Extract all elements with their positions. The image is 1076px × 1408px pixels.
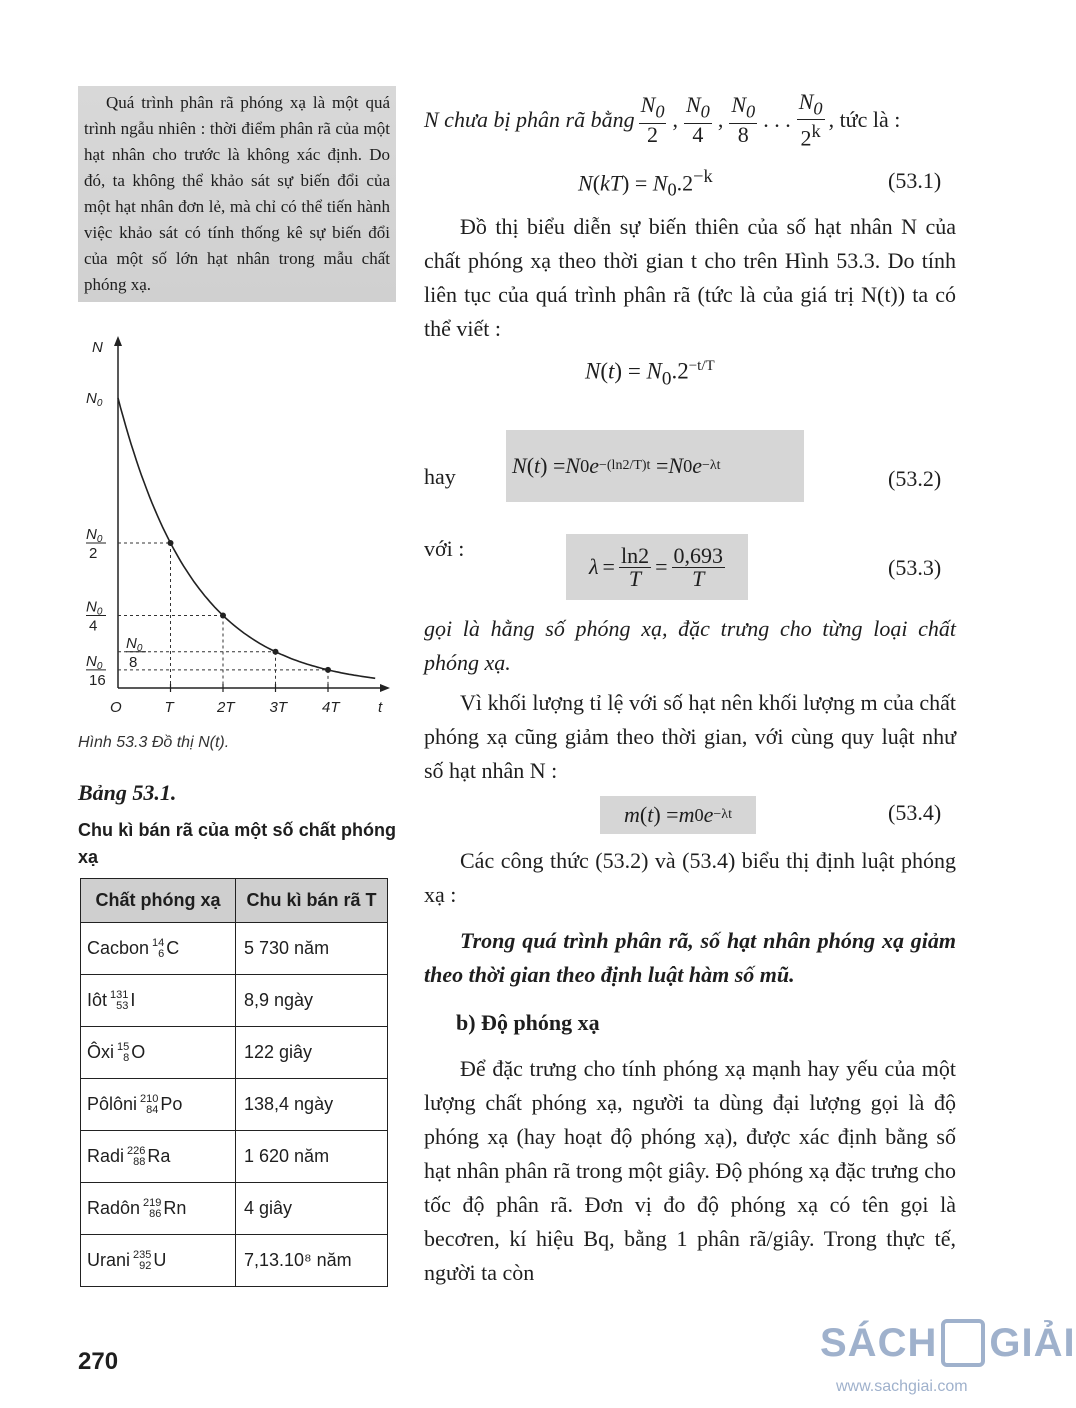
x-tick-label: T [164, 699, 174, 716]
origin-label: O [110, 699, 122, 716]
y-tick-label: $N_0$ [86, 598, 103, 618]
substance-cell: Radôn 219 86 Rn [81, 1183, 236, 1235]
y-tick-den: 2 [89, 545, 98, 562]
para3: Vì khối lượng tỉ lệ với số hạt nên khối lượng m của chất phóng xạ cũng giảm theo thời gian, với cùng quy luật như số hạt nhân N : [424, 690, 956, 783]
equation-nt: $N(t) = N_0.2^{-t/T}$ [585, 358, 715, 390]
watermark-left: SÁCH [820, 1320, 938, 1365]
y-tick-label: $N_0$ [86, 652, 103, 672]
voi-label: với : [424, 536, 465, 561]
equation-53-1-number: (53.1) [888, 168, 942, 193]
half-life-cell: 5 730 năm [236, 923, 388, 975]
decay-graph [78, 330, 398, 720]
note-text: Quá trình phân rã phóng xạ là một quá trình ngẫu nhiên : thời điểm phân rã của một hạt nhân cho trước là không xác định. Do đó, ta không thể khảo sát sự biến đổi của một hạt nhân đơn lẻ, mà chỉ có thể tiến hành việc khảo sát có tính thống kê sự biến đổi của một số lớn hạt nhân trong mẫu chất phóng xạ. [84, 93, 390, 294]
half-life-cell: 4 giây [236, 1183, 388, 1235]
half-life-cell: 8,9 ngày [236, 975, 388, 1027]
y-tick-den: 8 [129, 653, 138, 671]
equation-53-3-number: (53.3) [888, 555, 942, 580]
watermark-url: www.sachgiai.com [836, 1378, 968, 1395]
half-life-cell: 7,13.10⁸ năm [236, 1235, 388, 1287]
table-row [81, 1183, 388, 1235]
note-box [78, 86, 396, 302]
substance-cell: Radi 226 88 Ra [81, 1131, 236, 1183]
frac-list: $\frac{N_0}{2}$ , $\frac{N_0}{4}$ , $\frac{N_0}{8}$ . . . $\frac{N_0}{2^k}$ [640, 88, 823, 151]
x-tick-label: 3T [269, 699, 288, 716]
decay-curve [118, 398, 375, 678]
para4: Các công thức (53.2) và (53.4) biểu thị định luật phóng xạ : [424, 848, 956, 907]
table-row [81, 1079, 388, 1131]
para2: gọi là hằng số phóng xạ, đặc trưng cho từng loại chất phóng xạ. [424, 616, 956, 675]
para1: Đồ thị biểu diễn sự biến thiên của số hạt nhân N của chất phóng xạ theo thời gian t cho trên Hình 53.3. Do tính liên tục của quá trình phân rã (tức là của giá trị N(t)) ta có thể viết : [424, 214, 956, 341]
equation-53-4-number: (53.4) [888, 800, 942, 825]
table-subtitle: Chu kì bán rã của một số chất phóng xạ [78, 820, 396, 867]
y-tick-den: 4 [89, 617, 98, 635]
header-half-life: Chu kì bán rã T [236, 879, 388, 923]
line1-prefix: N chưa bị phân rã bằng [424, 107, 635, 132]
half-life-cell: 1 620 năm [236, 1131, 388, 1183]
table-row [81, 1235, 388, 1287]
heading-b: b) Độ phóng xạ [456, 1010, 600, 1035]
data-point [168, 540, 174, 546]
fraction-4: $\frac{N_0}{2^k}$ [798, 88, 823, 151]
table-title: Bảng 53.1. [78, 780, 177, 805]
page-number: 270 [78, 1348, 119, 1375]
y-axis-label: N [92, 339, 103, 356]
law-statement: Trong quá trình phân rã, số hạt nhân phóng xạ giảm theo thời gian theo định luật hàm số mũ. [424, 928, 956, 987]
fraction-2: $\frac{N_0}{4}$ [685, 92, 710, 147]
y-tick-label: $N_0$ [86, 390, 103, 409]
data-point [220, 613, 226, 619]
x-axis-label: t [378, 699, 383, 716]
fraction-1: $\frac{N_0}{2}$ [640, 92, 665, 147]
half-life-cell: 122 giây [236, 1027, 388, 1079]
substance-cell: Iôt 131 53 I [81, 975, 236, 1027]
table-row [81, 975, 388, 1027]
substance-cell: Ôxi 15 8 O [81, 1027, 236, 1079]
line1 [424, 90, 964, 150]
table-row [81, 1027, 388, 1079]
equation-53-2-number: (53.2) [888, 466, 942, 491]
data-point [273, 649, 279, 655]
x-tick-label: 2T [217, 699, 235, 716]
y-tick-label: $N_0$ [86, 526, 103, 545]
hay-label: hay [424, 464, 456, 489]
watermark-box [941, 1319, 985, 1367]
table-row [81, 923, 388, 975]
substance-cell: Cacbon 14 6 C [81, 923, 236, 975]
equation-53-3: λ = $\frac{\ln 2}{T}$ = $\frac{0,693}{T}$ [566, 534, 748, 600]
equation-53-1: $N(kT) = N_0.2^{-k}$ [578, 166, 713, 200]
y-tick-label: $N_0$ [126, 634, 143, 654]
substance-cell: Urani 235 92 U [81, 1235, 236, 1287]
x-tick-label: 4T [322, 699, 340, 716]
line1-suffix: , tức là : [828, 107, 901, 132]
half-life-cell: 138,4 ngày [236, 1079, 388, 1131]
equation-53-2: N ( t ) = N 0 e −(ln2/T)t = N 0 e −λt [506, 430, 804, 502]
figure-caption: Hình 53.3 Đồ thị N(t). [78, 734, 230, 751]
substance-cell: Pôlôni 210 84 Po [81, 1079, 236, 1131]
watermark-logo [820, 1314, 1076, 1372]
header-substance: Chất phóng xạ [81, 879, 236, 923]
table-row [81, 1131, 388, 1183]
y-tick-den: 16 [89, 671, 106, 689]
watermark-right: GIẢI [989, 1320, 1076, 1365]
data-point [325, 667, 331, 673]
half-life-table [80, 878, 388, 1287]
equation-53-4: m ( t ) = m 0 e −λt [600, 796, 756, 834]
para5: Để đặc trưng cho tính phóng xạ mạnh hay yếu của một lượng chất phóng xạ, người ta dùng đại lượng gọi là độ phóng xạ (hay hoạt độ phóng xạ), được xác định bằng số hạt nhân phân rã trong một giây. Độ phóng xạ đặc trưng cho tốc độ phân rã. Đơn vị đo độ phóng xạ có tên gọi là becơren, kí hiệu Bq, bằng 1 phân rã/giây. Trong thực tế, người ta còn [424, 1056, 956, 1285]
fraction-3: $\frac{N_0}{8}$ [731, 92, 756, 147]
